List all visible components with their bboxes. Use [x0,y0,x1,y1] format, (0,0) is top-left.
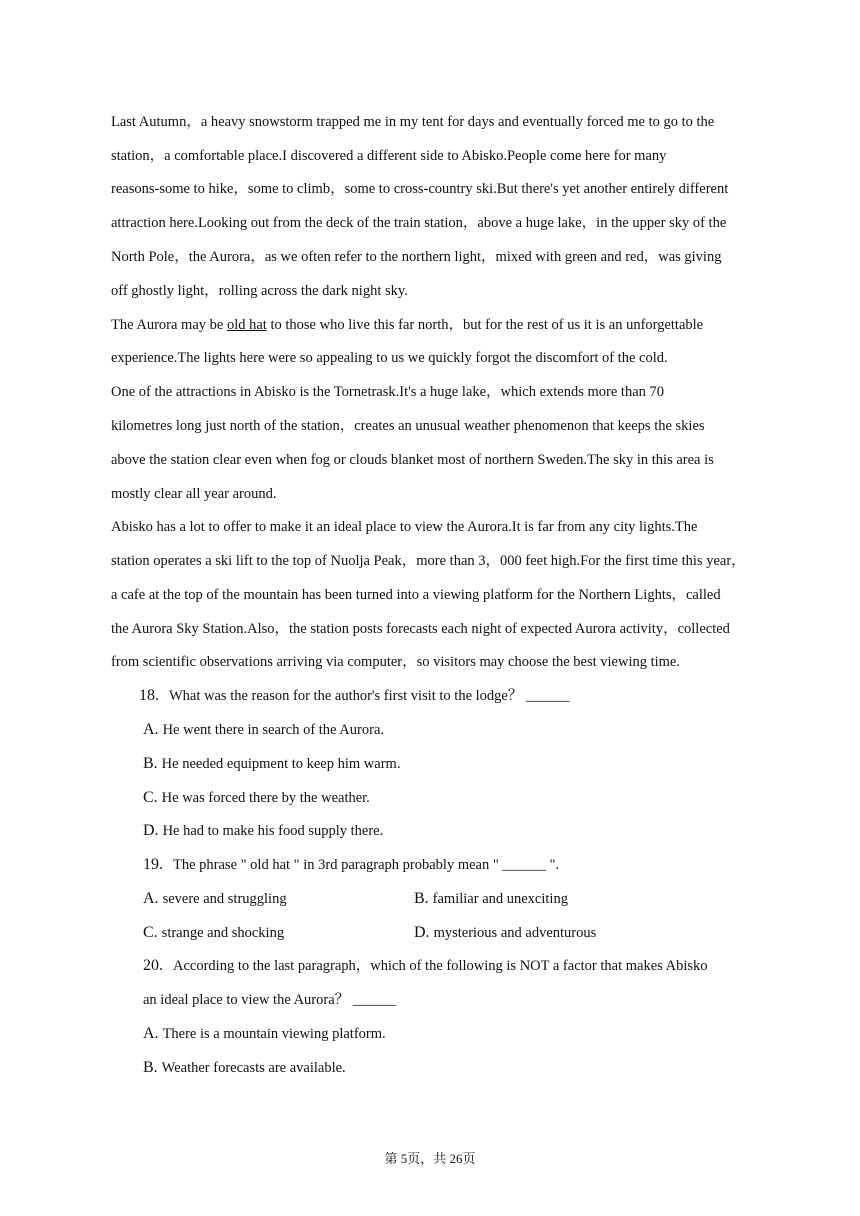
passage-text: The Aurora may be [111,317,227,333]
passage-line: Last Autumn，a heavy snowstorm trapped me in my tent for days and eventually forced me to go to the [111,114,715,130]
option-letter: A. [143,721,159,738]
option-letter: D. [143,822,159,839]
option-letter: A. [143,1025,159,1042]
passage-line: kilometres long just north of the station，creates an unusual weather phenomenon that keeps the skies [111,418,705,434]
option-letter: D. [414,924,430,941]
underlined-phrase: old hat [226,317,267,333]
option-19-d[interactable] [414,923,596,943]
question-text: According to the last paragraph，which of the following is NOT a factor that makes Abisko [173,958,708,974]
option-letter: B. [143,755,158,772]
option-letter: C. [143,924,158,941]
question-20-continued: an ideal place to view the Aurora？ ______ [143,992,397,1008]
question-text: What was the reason for the author's first visit to the lodge？ ______ [169,688,570,704]
passage-line: the Aurora Sky Station.Also，the station posts forecasts each night of expected Aurora activity，collected [111,621,730,637]
option-text: severe and struggling [162,891,287,907]
option-text: He needed equipment to keep him warm. [161,756,401,772]
option-text: He went there in search of the Aurora. [162,722,384,738]
option-18-d[interactable] [143,821,383,841]
page-number-footer: 第 5页，共 26页 [384,1151,476,1166]
option-text: He was forced there by the weather. [161,790,370,806]
passage-line: a cafe at the top of the mountain has been turned into a viewing platform for the Northern Lights，called [111,587,721,603]
option-20-b[interactable] [143,1058,346,1078]
option-letter: C. [143,789,158,806]
option-text: He had to make his food supply there. [162,823,384,839]
passage-line [111,315,703,335]
passage-line: reasons-some to hike，some to climb，some to cross-country ski.But there's yet another entirely different [111,181,729,197]
question-text: The phrase " old hat " in 3rd paragraph probably mean " ______ ". [173,857,560,873]
question-20 [143,956,708,976]
passage-text: to those who live this far north，but for the rest of us it is an unforgettable [266,317,704,333]
question-18 [139,686,569,706]
passage-line: attraction here.Looking out from the deck of the train station，above a huge lake，in the upper sky of the [111,215,727,231]
option-text: strange and shocking [161,925,285,941]
passage-line: experience.The lights here were so appealing to us we quickly forgot the discomfort of the cold. [111,350,668,366]
passage-line: Abisko has a lot to offer to make it an ideal place to view the Aurora.It is far from any city lights.The [111,519,698,535]
option-letter: A. [143,890,159,907]
option-letter: B. [414,890,429,907]
option-18-c[interactable] [143,788,370,808]
passage-line: above the station clear even when fog or clouds blanket most of northern Sweden.The sky in this area is [111,452,714,468]
option-19-b[interactable] [414,889,568,909]
passage-line: One of the attractions in Abisko is the Tornetrask.It's a huge lake，which extends more than 70 [111,384,665,400]
option-19-a[interactable] [143,889,287,909]
option-19-c[interactable] [143,923,284,943]
option-18-a[interactable] [143,720,384,740]
option-text: There is a mountain viewing platform. [162,1026,386,1042]
option-20-a[interactable] [143,1024,386,1044]
passage-line: station，a comfortable place.I discovered a different side to Abisko.People come here for many [111,148,667,164]
passage-line: station operates a ski lift to the top of Nuolja Peak，more than 3，000 feet high.For the first time this year， [111,553,746,569]
option-letter: B. [143,1059,158,1076]
passage-line: mostly clear all year around. [111,486,277,502]
question-number: 19. [143,856,163,873]
option-text: Weather forecasts are available. [161,1060,346,1076]
passage-line: North Pole，the Aurora，as we often refer to the northern light，mixed with green and red，was giving [111,249,722,265]
question-number: 18. [139,687,159,704]
option-text: familiar and unexciting [432,891,568,907]
passage-line: from scientific observations arriving via computer，so visitors may choose the best viewing time. [111,654,680,670]
passage-line: off ghostly light，rolling across the dark night sky. [111,283,408,299]
option-18-b[interactable] [143,754,400,774]
option-text: mysterious and adventurous [433,925,597,941]
question-19 [143,855,559,875]
question-number: 20. [143,957,163,974]
